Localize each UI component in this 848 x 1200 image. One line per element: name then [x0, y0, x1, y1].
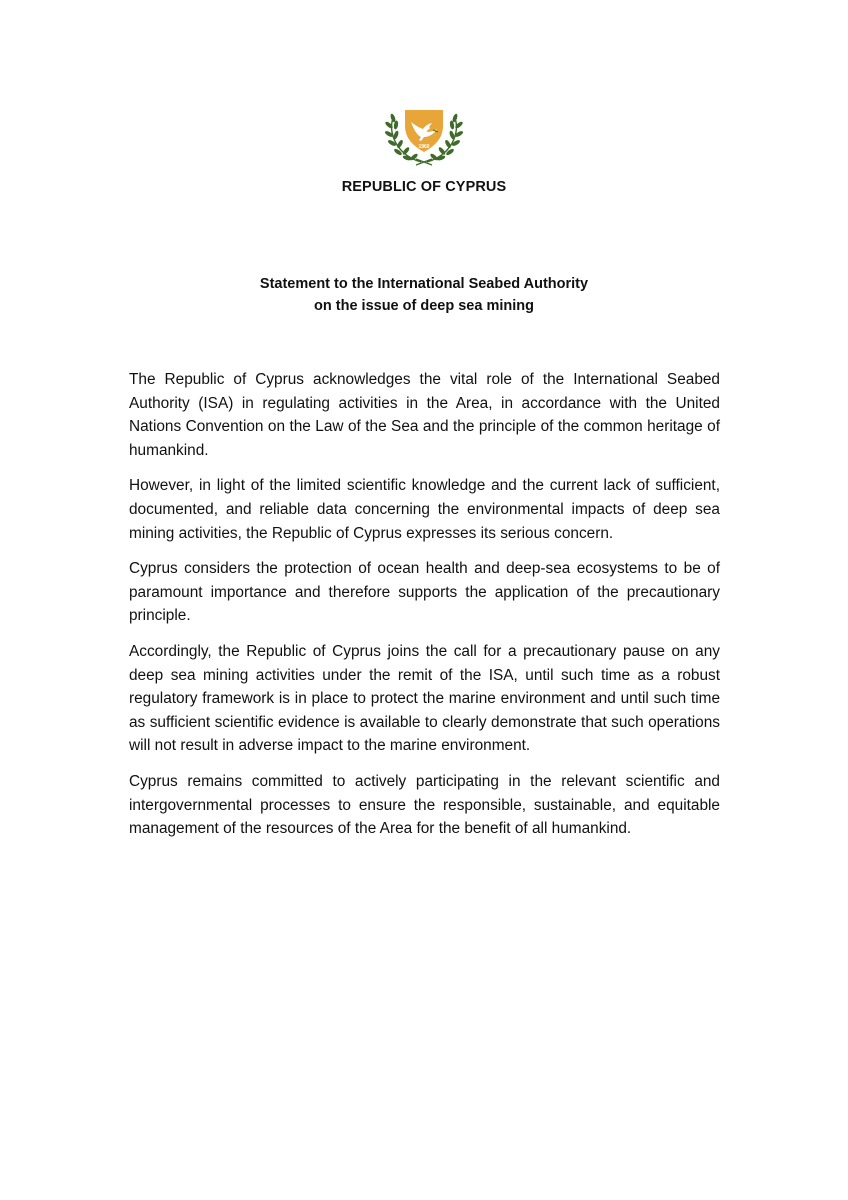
state-name-heading: REPUBLIC OF CYPRUS	[341, 179, 507, 195]
paragraph-2: However, in light of the limited scientific knowledge and the current lack of sufficient, documented, and reliable data concerning the environmental impacts of deep sea mining activities, the Republic of Cyprus expresses its serious concern.	[129, 477, 720, 542]
title-line-1: Statement to the International Seabed Authority	[259, 276, 589, 292]
statement-body	[129, 368, 720, 853]
title-line-2: on the issue of deep sea mining	[314, 298, 534, 314]
paragraph-1: The Republic of Cyprus acknowledges the vital role of the International Seabed Authority (ISA) in regulating activities in the Area, in accordance with the United Nations Convention on the Law of the Sea and the principle of the common heritage of humankind.	[129, 371, 720, 459]
paragraph-4: Accordingly, the Republic of Cyprus joins the call for a precautionary pause on any deep sea mining activities under the remit of the ISA, until such time as a robust regulatory framework is in place to protect the marine environment and until such time as sufficient scientific evidence is available to clearly demonstrate that such operations will not result in adverse impact to the marine environment.	[129, 642, 720, 755]
cyprus-coat-of-arms-icon	[383, 104, 465, 168]
paragraph-5: Cyprus remains committed to actively participating in the relevant scientific and intergovernmental processes to ensure the responsible, sustainable, and equitable management of the resources of the Area for the benefit of all humankind.	[129, 772, 720, 838]
document-title	[0, 273, 848, 317]
paragraph-3: Cyprus considers the protection of ocean health and deep-sea ecosystems to be of paramount importance and therefore supports the application of the precautionary principle.	[129, 560, 720, 625]
svg-text:1960: 1960	[418, 144, 430, 150]
